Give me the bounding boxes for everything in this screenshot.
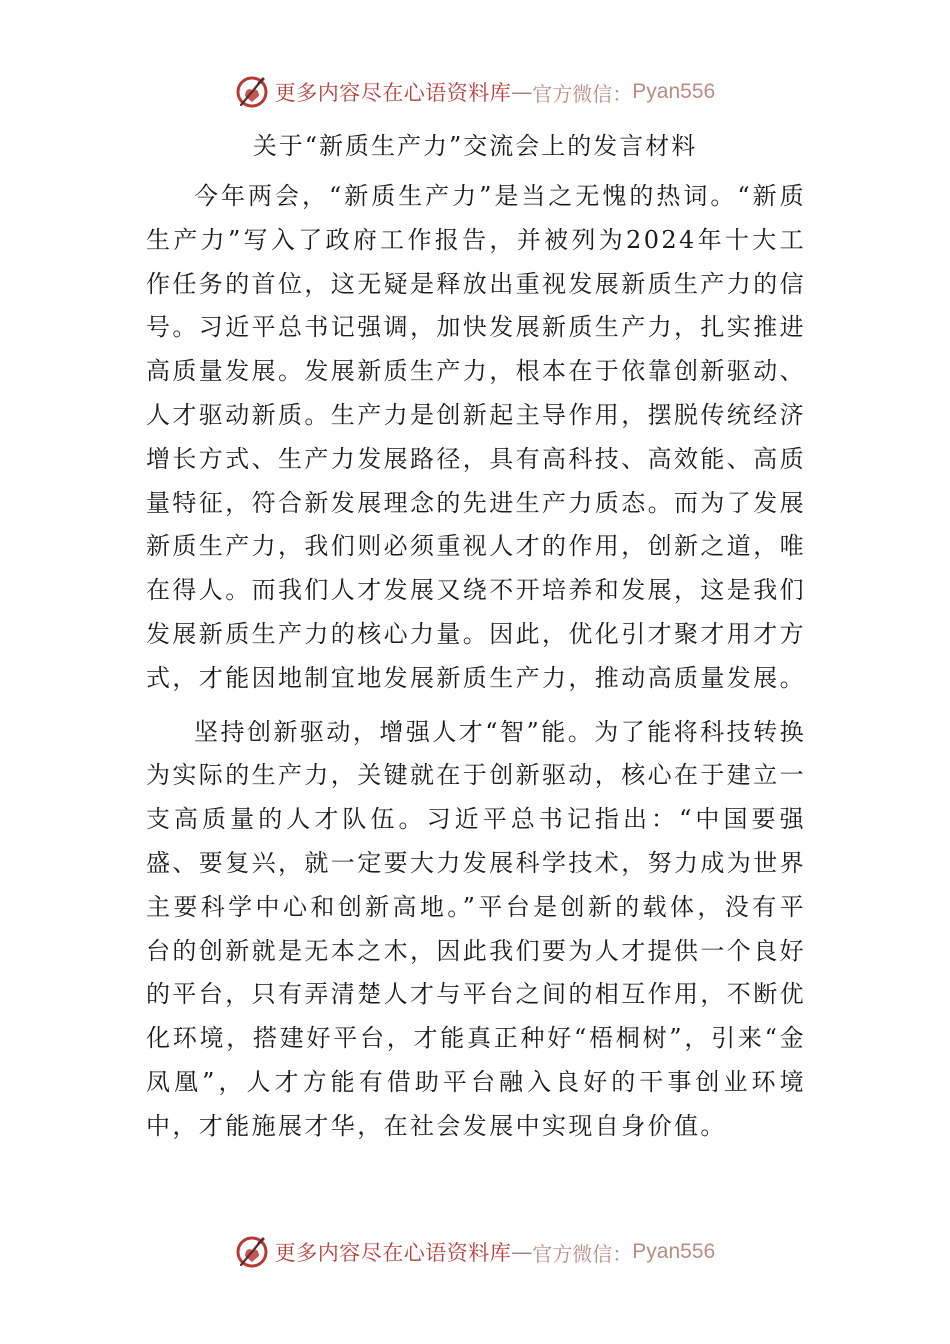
document-title: 关于“新质生产力”交流会上的发言材料 bbox=[252, 132, 698, 160]
watermark-dash: — bbox=[511, 80, 533, 104]
watermark-wechat-id: Pyan556 bbox=[632, 80, 716, 103]
watermark-wechat-label: 官方微信： bbox=[532, 81, 633, 106]
watermark-brand: 更多内容尽在心语资料库 bbox=[274, 1241, 512, 1265]
watermark-wechat-label: 官方微信： bbox=[532, 1241, 633, 1266]
heart-pen-logo-icon bbox=[235, 1235, 269, 1269]
document-body bbox=[146, 175, 806, 1149]
body-paragraph: 今年两会，“新质生产力”是当之无愧的热词。“新质生产力”写入了政府工作报告，并被列为2024年十大工作任务的首位，这无疑是释放出重视发展新质生产力的信号。习近平总书记强调，加快发展新质生产力，扎实推进高质量发展。发展新质生产力，根本在于依靠创新驱动、人才驱动新质。生产力是创新起主导作用，摆脱传统经济增长方式、生产力发展路径，具有高科技、高效能、高质量特征，符合新发展理念的先进生产力质态。而为了发展新质生产力，我们则必须重视人才的作用，创新之道，唯在得人。而我们人才发展又绕不开培养和发展，这是我们发展新质生产力的核心力量。因此，优化引才聚才用才方式，才能因地制宜地发展新质生产力，推动高质量发展。 bbox=[146, 182, 806, 692]
watermark-brand: 更多内容尽在心语资料库 bbox=[274, 81, 512, 105]
body-paragraph: 坚持创新驱动，增强人才“智”能。为了能将科技转换为实际的生产力，关键就在于创新驱动，核心在于建立一支高质量的人才队伍。习近平总书记指出：“中国要强盛、要复兴，就一定要大力发展科学技术，努力成为世界主要科学中心和创新高地。”平台是创新的载体，没有平台的创新就是无本之木，因此我们要为人才提供一个良好的平台，只有弄清楚人才与平台之间的相互作用，不断优化环境，搭建好平台，才能真正种好“梧桐树”，引来“金凤凰”，人才方能有借助平台融入良好的干事创业环境中，才能施展才华，在社会发展中实现自身价值。 bbox=[146, 717, 806, 1140]
heart-pen-logo-icon bbox=[235, 75, 269, 109]
watermark-wechat-id: Pyan556 bbox=[632, 1240, 716, 1263]
watermark-dash: — bbox=[511, 1240, 533, 1264]
watermark-header bbox=[0, 72, 950, 112]
watermark-footer bbox=[0, 1232, 950, 1272]
